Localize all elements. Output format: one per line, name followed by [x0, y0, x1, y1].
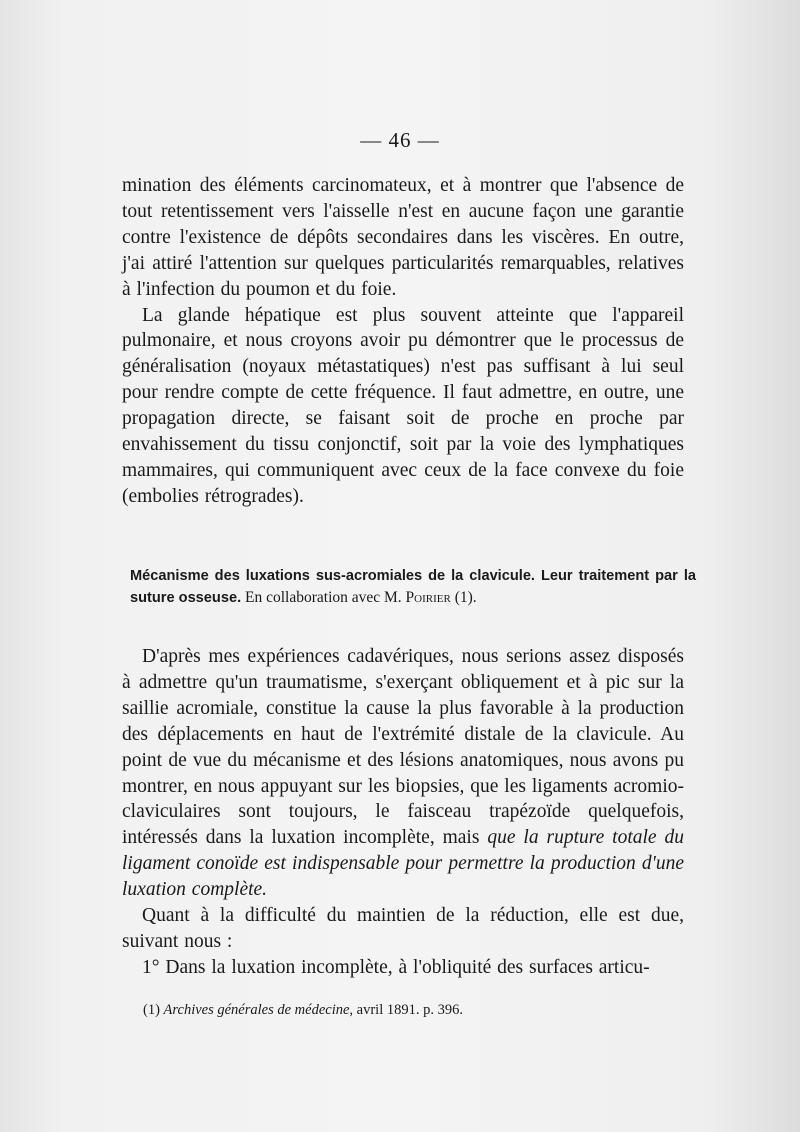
paragraph-text: D'après mes expériences cadavériques, nous serions assez disposés à admettre qu'un traumatisme, s'exerçant obliquement et à pic sur la saillie acromiale, constitue la cause la plus favorable à la production des déplacements en haut de l'extrémité distale de la clavicule. Au point de vue du mécanisme et des lésions anatomiques, nous avons pu montrer, en nous appuyant sur les biopsies, que les ligaments acromio-claviculaires sont toujours, le faisceau trapézoïde quelquefois, intéressés dans la luxation incomplète, mais — [122, 646, 684, 849]
section-author: Poirier — [405, 589, 451, 606]
text-block-top — [122, 173, 684, 510]
paragraph — [122, 644, 684, 903]
paragraph: mination des éléments carcinomateux, et à montrer que l'absence de tout retentissement vers l'aisselle n'est en aucune façon une garantie contre l'existence de dépôts secondaires dans les viscères. En outre, j'ai attiré l'attention sur quelques particularités remarquables, relatives à l'infection du poumon et du foie. — [122, 175, 684, 300]
footnote-number: (1) — [143, 1002, 164, 1018]
footnote-ref: (1). — [450, 589, 477, 606]
footnote — [143, 1001, 463, 1019]
paragraph: 1° Dans la luxation incomplète, à l'obliquité des surfaces articu- — [142, 956, 650, 978]
section-title: Mécanisme des luxations sus-acromiales de la clavicule. Leur traitement par la suture osseuse. — [130, 568, 696, 606]
paragraph: La glande hépatique est plus souvent atteinte que l'appareil pulmonaire, et nous croyons avoir pu démontrer que le processus de généralisation (noyaux métastatiques) n'est pas suffisant à lui seul pour rendre compte de cette fréquence. Il faut admettre, en outre, une propagation directe, se faisant soit de proche en proche par envahissement du tissu conjonctif, soit par la voie des lymphatiques mammaires, qui communiquent avec ceux de la face convexe du foie (embolies rétrogrades). — [122, 304, 684, 507]
paragraph: Quant à la difficulté du maintien de la réduction, elle est due, suivant nous : — [122, 905, 684, 952]
footnote-details: , avril 1891. p. 396. — [349, 1002, 463, 1018]
section-heading — [130, 566, 696, 609]
text-block-bottom — [122, 644, 684, 981]
page-number: — 46 — — [360, 128, 440, 152]
paragraph-italic: que la rupture totale du ligament conoïde est indispensable pour permettre la production d'une luxation complète. — [122, 827, 684, 901]
footnote-journal: Archives générales de médecine — [163, 1002, 350, 1018]
section-collab: En collaboration avec M. — [241, 589, 406, 606]
